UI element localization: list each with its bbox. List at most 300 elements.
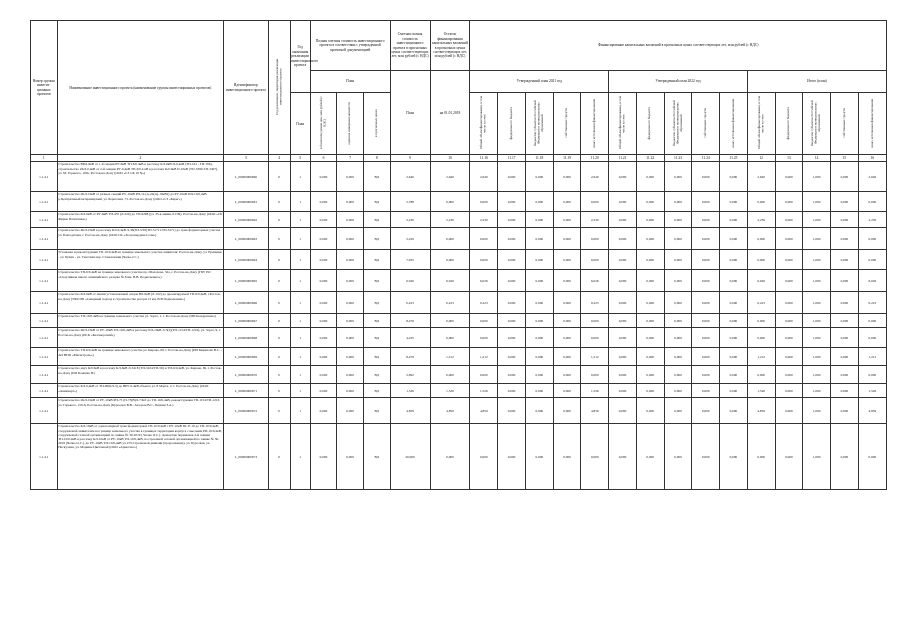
cost-unit-cell: 0,000 [337,292,364,314]
cost-base-cell: 0,000 [310,228,337,250]
financing-value-cell: 0,000 [720,228,748,250]
project-id-cell: L_00000000671 [224,384,268,398]
project-name-cell: Строительство 4КЛ-10кВ в рассечку КЛ-0,4кВ Л-36(ЗП-3/36(ТП-31711/ТП-3271) до трансформаторных участка ул. Благодатная, г. Ростов-на-Дону (ООО СК «Холдэнерджи-Сочи») [57,228,223,250]
column-number: 11.24 [692,155,720,162]
remaining-cell: 0,000 [430,250,470,270]
group-number-cell: 1.1.4.1 [31,424,58,490]
financing-value-cell: 0,000 [581,228,609,250]
project-id-cell: L_00000000666 [224,292,268,314]
financing-value-cell: 0,000 [720,398,748,424]
financing-value-cell: 1,212 [747,348,775,366]
unit-cell: ВД [363,250,390,270]
financing-value-cell: 0,000 [609,192,637,212]
unit-cell: ВД [363,162,390,192]
cost-base-cell: 0,000 [310,212,337,228]
financing-value-cell: 1,000 [803,314,831,328]
financing-value-cell: 0,000 [664,212,692,228]
table-row [31,424,887,490]
financing-value-cell: 0,000 [664,398,692,424]
financing-value-cell: 0,000 [525,228,553,250]
cost-unit-cell: 0,000 [337,270,364,292]
financing-value-cell: 1,526 [581,384,609,398]
header-plan-year-sub: План [290,93,310,155]
project-name-cell: Строительство двух КЛ-6кВ в рассечку КЛ-6кВ Л-3418 (ТП-3224/ТП-56) и ТП-6/0,4кВ, ул. Кирова, 69, г. Ростов-на-Дону (ИП Коненко Н.) [57,366,223,384]
group-number-cell: 1.1.4.1 [31,212,58,228]
plan-year-cell: 1 [290,250,310,270]
remaining-cell: 1,526 [430,384,470,398]
financing-value-cell: 1,000 [803,270,831,292]
financing-value-cell: 0,000 [858,424,886,490]
column-number: 13 [775,155,803,162]
investment-projects-table [30,20,887,490]
financing-value-cell: 0,000 [498,270,526,292]
financing-value-cell: 0,000 [498,328,526,348]
financing-value-cell: 0,000 [498,348,526,366]
financing-value-cell: 1,000 [803,398,831,424]
financing-value-cell: 0,223 [747,292,775,314]
region-cell: 0 [268,384,290,398]
financing-value-cell: 0,000 [720,384,748,398]
total-cost-cell: 1,526 [390,384,430,398]
cost-base-cell: 0,000 [310,292,337,314]
financing-value-cell: 2,640 [747,162,775,192]
column-number: 2 [57,155,223,162]
financing-value-cell: 0,000 [747,328,775,348]
plan-year-cell: 1 [290,314,310,328]
financing-value-cell: 0,000 [581,328,609,348]
project-id-cell: L_00000000663 [224,228,268,250]
unit-cell: ВД [363,398,390,424]
cost-unit-cell: 0,000 [337,250,364,270]
financing-value-cell: 0,000 [553,162,581,192]
project-name-cell: Строительство КЛ-0,4кВ от ТП-90(КЛ-3) до ВРУ-0,4кВ объекта ул. 8 Марта, 2, г. Ростов-на-Дону (ООО «Авиамарт») [57,384,223,398]
financing-value-cell: 0,000 [553,424,581,490]
project-id-cell: L_00000000668 [224,328,268,348]
project-name-cell: Строительство КЛ-6кВ от линии установленной опоры ВЛ-6кВ (Л-102) до проектируемой ТП-6/0,4кВ, г.Ростов-на-Дону (УФО РБ «Северный подход к строительства ротори 13 км, В.В Подкользина») [57,292,223,314]
financing-value-cell: 0,000 [470,192,498,212]
financing-value-cell: 0,000 [720,192,748,212]
financing-value-cell: 0,000 [553,250,581,270]
financing-value-cell: 0,000 [525,270,553,292]
financing-value-cell: 0,000 [692,228,720,250]
header-total-fin-2: Общий объем финансирования, в том числе за счет: [609,93,637,155]
header-own-3: собственных средств [831,93,859,155]
financing-value-cell: 0,000 [831,424,859,490]
region-cell: 0 [268,366,290,384]
header-total-fin-3: Общий объем финансирования, в том числе за счет: [747,93,775,155]
cost-unit-cell: 0,000 [337,384,364,398]
unit-cell: ВД [363,348,390,366]
financing-value-cell: 1,000 [803,212,831,228]
remaining-cell: 0,000 [430,328,470,348]
region-cell: 0 [268,192,290,212]
project-id-cell: L_00000000673 [224,424,268,490]
cost-unit-cell: 0,000 [337,228,364,250]
financing-value-cell: 6,026 [581,270,609,292]
financing-value-cell: 0,000 [664,270,692,292]
group-number-cell: 1.1.4.1 [31,328,58,348]
financing-value-cell: 0,000 [775,314,803,328]
column-number: 1 [31,155,58,162]
financing-value-cell: 0,000 [553,292,581,314]
cost-unit-cell: 0,000 [337,192,364,212]
financing-value-cell: 0,000 [664,292,692,314]
financing-value-cell: 0,000 [775,348,803,366]
header-plan: План [390,71,430,155]
header-subject-2: бюджетов субъектов Российской Федерации и муниципальных образований [664,93,692,155]
financing-value-cell: 0,000 [831,192,859,212]
financing-value-cell: 0,000 [692,250,720,270]
financing-value-cell: 1,000 [803,228,831,250]
financing-value-cell: 0,000 [720,250,748,270]
financing-value-cell: 0,000 [831,270,859,292]
financing-value-cell: 0,000 [692,270,720,292]
remaining-cell: 0,000 [430,228,470,250]
project-id-cell: L_00000000660 [224,162,268,192]
financing-value-cell: 0,000 [581,424,609,490]
financing-value-cell: 1,526 [747,384,775,398]
unit-cell: ВД [363,328,390,348]
header-other-2: иных источников финансирования [720,93,748,155]
financing-value-cell: 0,000 [636,192,664,212]
financing-value-cell: 1,212 [581,348,609,366]
group-number-cell: 1.1.4.1 [31,314,58,328]
column-number: 11.16 [470,155,498,162]
financing-value-cell: 0,000 [609,270,637,292]
header-group-number: Номер группы инвести-ционных проектов [31,21,58,155]
financing-value-cell: 1,212 [470,348,498,366]
financing-value-cell: 0,000 [470,424,498,490]
table-row [31,250,887,270]
header-total-cost: Сметная полная стоимость инвестиционного проекта в прогнозных ценах соответствующих лет, млн рублей (с НДС) [390,21,430,71]
financing-value-cell: 0,000 [525,314,553,328]
header-total-fin: Общий объем финансирования, в том числе за счет: [470,93,498,155]
financing-value-cell: 0,000 [664,328,692,348]
financing-value-cell: 0,000 [692,292,720,314]
financing-value-cell: 1,526 [470,384,498,398]
region-cell: 0 [268,162,290,192]
column-number: 14 [803,155,831,162]
remaining-cell: 2,230 [430,212,470,228]
column-number: 11.25 [720,155,748,162]
group-number-cell: 1.1.4.1 [31,292,58,314]
group-number-cell: 1.1.4.1 [31,228,58,250]
plan-year-cell: 1 [290,192,310,212]
financing-value-cell: 0,000 [525,192,553,212]
financing-value-cell: 0,000 [636,348,664,366]
column-number: 11.17 [498,155,526,162]
financing-value-cell: 4,859 [581,398,609,424]
unit-cell: ВД [363,384,390,398]
plan-year-cell: 1 [290,292,310,314]
financing-value-cell: 0,000 [664,348,692,366]
cost-unit-cell: 0,000 [337,424,364,490]
financing-value-cell: 0,000 [775,212,803,228]
cost-base-cell: 0,000 [310,250,337,270]
column-number: 5 [290,155,310,162]
unit-cell: ВД [363,424,390,490]
region-cell: 0 [268,314,290,328]
financing-value-cell: 0,000 [664,314,692,328]
cost-base-cell: 0,000 [310,192,337,212]
total-cost-cell: 6,026 [390,270,430,292]
group-number-cell: 1.1.4.1 [31,384,58,398]
financing-value-cell: 0,000 [498,292,526,314]
column-number: 10 [430,155,470,162]
cost-base-cell: 0,000 [310,348,337,366]
financing-value-cell: 0,000 [775,384,803,398]
financing-value-cell: 0,000 [692,384,720,398]
financing-value-cell: 0,000 [609,328,637,348]
financing-value-cell: 0,000 [775,162,803,192]
financing-value-cell: 0,000 [498,424,526,490]
total-cost-cell: 8,479 [390,348,430,366]
header-full-cost: Полная сметная стоимость инвестиционного проекта в соответствии с утвержденной проектной документацией [310,21,390,71]
financing-value-cell: 0,000 [553,212,581,228]
column-number: 16 [858,155,886,162]
financing-value-cell: 0,000 [525,250,553,270]
financing-value-cell: 0,000 [775,424,803,490]
column-number: 11.23 [664,155,692,162]
header-project-name: Наименование инвестиционного проекта (наименование группы инвестиционных проектов) [57,21,223,155]
remaining-cell: 2,640 [430,162,470,192]
financing-value-cell: 0,000 [525,328,553,348]
financing-value-cell: 0,000 [858,192,886,212]
financing-value-cell: 0,000 [636,398,664,424]
financing-value-cell: 0,000 [525,348,553,366]
financing-value-cell: 0,000 [747,424,775,490]
column-number: 9 [390,155,430,162]
project-id-cell: L_00000000664 [224,250,268,270]
total-cost-cell: 2,640 [390,162,430,192]
header-approved-plan-2021: Утвержденный план 2021 год [470,71,609,93]
column-number: 11.20 [581,155,609,162]
financing-value-cell: 0,000 [609,424,637,490]
financing-value-cell: 0,000 [553,384,581,398]
financing-value-cell: 0,000 [525,292,553,314]
region-cell: 0 [268,398,290,424]
header-cost-base: в базисном уровне цен, млн рублей (с НДС) [310,93,337,155]
financing-value-cell: 0,000 [470,228,498,250]
financing-value-cell: 0,000 [498,314,526,328]
financing-value-cell: 4,859 [858,398,886,424]
project-id-cell: L_00000000672 [224,398,268,424]
financing-value-cell: 0,000 [831,348,859,366]
cost-base-cell: 0,000 [310,162,337,192]
financing-value-cell: 0,000 [831,250,859,270]
header-plan-year: Год окончания реализации инвестиционного проекта [290,21,310,93]
column-number: 3 [224,155,268,162]
unit-cell: ВД [363,212,390,228]
table-row [31,270,887,292]
financing-value-cell: 0,000 [553,192,581,212]
remaining-cell: 4,859 [430,398,470,424]
plan-year-cell: 1 [290,348,310,366]
table-row [31,228,887,250]
financing-value-cell: 1,526 [858,384,886,398]
cost-unit-cell: 0,000 [337,162,364,192]
group-number-cell: 1.1.4.1 [31,162,58,192]
column-number: 4 [268,155,290,162]
financing-value-cell: 0,000 [498,398,526,424]
plan-year-cell: 1 [290,398,310,424]
financing-value-cell: 0,000 [609,212,637,228]
financing-value-cell: 0,000 [831,162,859,192]
total-cost-cell: 2,230 [390,212,430,228]
financing-value-cell: 0,000 [692,366,720,384]
project-id-cell: L_00000000670 [224,366,268,384]
total-cost-cell: 2,229 [390,228,430,250]
financing-value-cell: 0,000 [636,250,664,270]
region-cell: 0 [268,328,290,348]
financing-value-cell: 0,000 [636,424,664,490]
cost-base-cell: 0,000 [310,384,337,398]
project-name-cell: Строительство 4КЛ-10кВ от РУ-10кВ ТП-10/0,4кВ в рассечку КЛ-10кВ Л-3(3)(ТП-1154/ТП-1216), ул. Зорге, 9, г. Ростов-на-Дону (ИСК «Беломорский») [57,328,223,348]
cost-unit-cell: 0,000 [337,212,364,228]
column-number: 11.19 [553,155,581,162]
financing-value-cell: 0,000 [720,366,748,384]
financing-value-cell: 0,000 [720,328,748,348]
group-number-cell: 1.1.4.1 [31,250,58,270]
financing-value-cell: 0,000 [609,314,637,328]
column-number: 7 [337,155,364,162]
plan-year-cell: 1 [290,366,310,384]
plan-year-cell: 1 [290,270,310,292]
total-cost-cell: 0,223 [390,292,430,314]
cost-base-cell: 0,000 [310,424,337,490]
financing-value-cell: 0,000 [858,366,886,384]
financing-value-cell: 0,000 [692,398,720,424]
financing-value-cell: 0,000 [525,398,553,424]
financing-value-cell: 0,000 [609,366,637,384]
remaining-cell: 1,212 [430,348,470,366]
financing-value-cell: 1,000 [803,348,831,366]
plan-year-cell: 1 [290,424,310,490]
financing-value-cell: 2,230 [581,212,609,228]
financing-value-cell: 0,223 [581,292,609,314]
unit-cell: ВД [363,292,390,314]
financing-value-cell: 0,000 [858,328,886,348]
financing-value-cell: 0,000 [525,366,553,384]
financing-value-cell: 0,000 [692,192,720,212]
region-cell: 0 [268,292,290,314]
financing-value-cell: 2,640 [581,162,609,192]
group-number-cell: 1.1.4.1 [31,366,58,384]
financing-value-cell: 0,000 [664,162,692,192]
financing-value-cell: 0,000 [498,212,526,228]
financing-value-cell: 0,000 [525,424,553,490]
table-row [31,348,887,366]
region-cell: 0 [268,270,290,292]
project-id-cell: L_00000000661 [224,192,268,212]
financing-value-cell: 0,000 [525,384,553,398]
financing-value-cell: 0,000 [498,228,526,250]
financing-value-cell: 0,000 [692,328,720,348]
plan-year-cell: 1 [290,228,310,250]
table-row [31,212,887,228]
financing-value-cell: 0,000 [858,228,886,250]
project-name-cell: Установка и реконструкция ТП-10/0,4кВ на границе земельного участка заявителя: Ростов-на-Дону, ул. Еременко - ул. Бухин - ул. Текстиля пер. Становления (Чалы-2 С.) [57,250,223,270]
financing-value-cell: 2,640 [470,162,498,192]
column-number: 11.22 [636,155,664,162]
project-name-cell: Строительство ТП-6/0,4кВ на границе земельного участка пр. Шолохова, 32а, г. Ростов-на-Дону (ГБУ РО «Спортивная школа олимпийского резерва № 8 им. В.В. Подкользина») [57,270,223,292]
table-row [31,384,887,398]
remaining-cell: 6,026 [430,270,470,292]
header-subject-3: бюджетов субъектов Российской Федерации и муниципальных образований [803,93,831,155]
header-other-3: иных источников финансирования [858,93,886,155]
financing-value-cell: 0,000 [720,292,748,314]
table-row [31,328,887,348]
table-row [31,192,887,212]
financing-value-cell: 2,640 [858,162,886,192]
table-row [31,162,887,192]
project-name-cell: Строительство КЛ-10кВ от однополярной трансформаторной ТП-10/0,4кВ с РУ-10кВ ПС Р-19 до ТП-10/0,4кВ, сооружаемой заявителем на границе земельного участка в границах территории корпуса с высоким РП-10/0,4кВ, сооружаемой сетевой организацией по заявке № 30-2019 ( Чалко О.С.). Демонтаж перемычек 2-й секции ТП-10/0,4кВ в рассечку КЛ-10кВ от РУ-10кВ ТП-10/0,4кВ, построенной сетевой организацией по заявке № 30-2019 (Чалко О.С.), до РУ-10кВ ТП-10/0,4кВ ул.133-Стрелковой дивизии (продолжение), ул. Курсовая, ул. Нескучная, ул. Марины Цветаевой (ООО «Армотекс») [57,424,223,490]
header-own: собственных средств [553,93,581,155]
financing-value-cell: 0,000 [747,228,775,250]
project-name-cell: Строительство 2КЛ-10кВ от разных секций РУ-10кВ РП-14 (А-24(А)-10кВ2) до РУ-10кВ ПП-10/0,4кВ, р.Центральный ветеринарный, ул. Береговая, 73, Ростов-на-Дону (ООО «СЗ «Берег») [57,192,223,212]
total-cost-cell: 5,788 [390,192,430,212]
financing-value-cell: 0,000 [664,250,692,270]
column-numbers-row [31,155,887,162]
financing-value-cell: 0,000 [553,314,581,328]
table-row [31,366,887,384]
financing-value-cell: 1,000 [803,366,831,384]
header-total: Итого (план) [747,71,886,93]
column-number: 11.21 [609,155,637,162]
column-number: 12 [747,155,775,162]
financing-value-cell: 0,000 [609,384,637,398]
financing-value-cell: 6,026 [747,270,775,292]
total-cost-cell: 4,435 [390,328,430,348]
header-other: иных источников финансирования [581,93,609,155]
financing-value-cell: 0,000 [636,270,664,292]
total-cost-cell: 2,992 [390,366,430,384]
financing-value-cell: 0,000 [636,328,664,348]
project-name-cell: Строительство ВКЛ-6кВ от 1-й секции РУ-6кВ ТП-6/0,4кВ в рассечку КЛ-6кВ П-0,4кВ (ТП-161 - ТП-766), строительство 2КЛ-0,4кВ от 2-й секции РУ-0,4кВ ТП-6/0,4 кВ в рассечку КЛ-6кВ П-10кВ (ТП-3399-ТП-3407), ул. М. Горького, 100а, Ростов-на-Дону (ООО «СЗ СК 10 N») [57,162,223,192]
financing-value-cell: 0,000 [747,250,775,270]
header-subject: бюджетов субъектов Российской Федерации и муниципальных образований [525,93,553,155]
financing-value-cell: 0,000 [747,192,775,212]
financing-value-cell: 0,000 [581,314,609,328]
cost-unit-cell: 0,000 [337,314,364,328]
header-plan-sub: План [310,71,390,93]
cost-unit-cell: 0,000 [337,328,364,348]
financing-value-cell: 0,000 [720,162,748,192]
header-project-id: Идентификатор инвестиционного проекта [224,21,268,155]
financing-value-cell: 0,000 [470,250,498,270]
cost-base-cell: 0,000 [310,328,337,348]
header-cost-forecast: в прогнозных ценах [363,93,390,155]
total-cost-cell: 20,000 [390,424,430,490]
financing-value-cell: 0,000 [470,366,498,384]
financing-value-cell: 0,000 [720,348,748,366]
remaining-cell: 0,223 [430,292,470,314]
financing-value-cell: 0,000 [636,314,664,328]
region-cell: 0 [268,250,290,270]
column-number: 6 [310,155,337,162]
financing-value-cell: 0,000 [498,162,526,192]
cost-base-cell: 0,000 [310,366,337,384]
financing-value-cell: 0,000 [775,292,803,314]
table-row [31,292,887,314]
financing-value-cell: 0,000 [692,162,720,192]
region-cell: 0 [268,228,290,250]
financing-value-cell: 0,000 [553,398,581,424]
project-name-cell: Строительство КЛ-6кВ от РУ-6кВ ТП-455 (Л-220) до ТП-6298 (ул. 35-я линия, 61/39), Ростов-на-Дону (ООО «СК Фирма Патентная») [57,212,223,228]
cost-unit-cell: 0,000 [337,398,364,424]
financing-value-cell: 0,000 [775,328,803,348]
group-number-cell: 1.1.4.1 [31,270,58,292]
